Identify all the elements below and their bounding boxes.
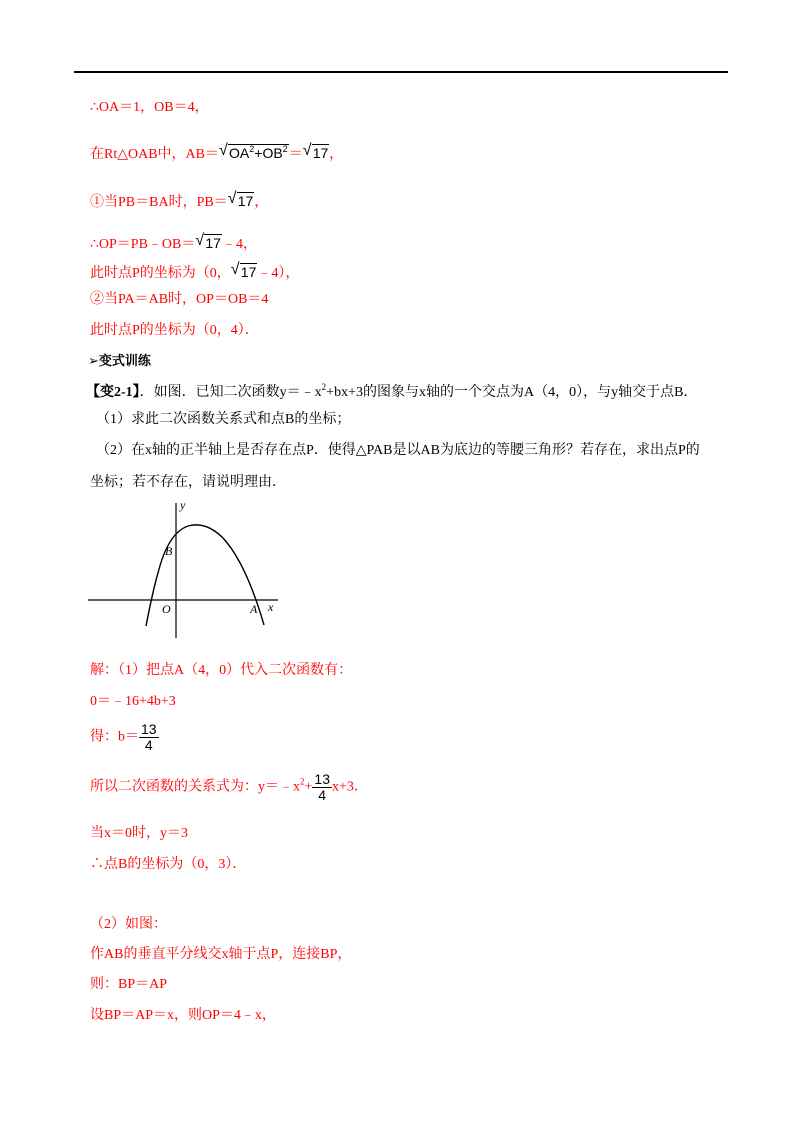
section-heading: ➢变式训练 bbox=[88, 354, 151, 369]
point-a-label: A bbox=[250, 602, 258, 616]
problem-part-2: （2）在x轴的正半轴上是否存在点P．使得△PAB是以AB为底边的等腰三角形？若存在，求出点P的 bbox=[96, 443, 700, 458]
solution-step-6: ∴点B的坐标为（0，3）． bbox=[90, 857, 247, 872]
radical-17: √ 17 bbox=[230, 261, 257, 280]
solution-part-2: （2）如图： bbox=[90, 917, 167, 932]
fraction-13-4: $\frac{13}{4}$ bbox=[141, 721, 157, 753]
line-case-2: ②当PA＝AB时，OP＝OB＝4 bbox=[90, 292, 269, 307]
line-op-value: ∴OP＝PB﹣OB＝ √ 17﹣4， bbox=[90, 232, 257, 252]
problem-statement: 【变2-1】．如图．已知二次函数$y=﹣x^2+bx+3$的图象与x轴的一个交点为A（4，0），与y轴交于点B． bbox=[86, 382, 698, 400]
line-oa-ob: ∴OA＝1，OB＝4， bbox=[90, 100, 209, 115]
solution-step-4: 所以二次函数的关系式为：$y=﹣x^2+$ $\frac{13}{4}$ x+3． bbox=[90, 771, 368, 803]
line-p-coord-1: 此时点P的坐标为（0， √ 17﹣4）， bbox=[90, 261, 300, 281]
solution-part-2-step-1: 作AB的垂直平分线交x轴于点P，连接BP， bbox=[90, 947, 352, 962]
point-b-label: B bbox=[165, 544, 173, 558]
line-p-coord-2: 此时点P的坐标为（0，4）． bbox=[90, 323, 259, 338]
solution-step-3: 得：b＝ $\frac{13}{4}$ bbox=[90, 721, 157, 753]
problem-part-1: （1）求此二次函数关系式和点B的坐标； bbox=[96, 412, 351, 427]
fraction-13-4: $\frac{13}{4}$ bbox=[314, 771, 330, 803]
problem-part-2-cont: 坐标；若不存在，请说明理由． bbox=[90, 475, 286, 490]
x-label: x bbox=[268, 600, 274, 614]
radical-oa-ob: √ $OA^2+OB^2$ bbox=[219, 142, 288, 161]
solution-part-2-step-2: 则：BP＝AP bbox=[90, 977, 168, 992]
radical-17: √ 17 bbox=[195, 232, 221, 251]
line-case-1: ①当PB＝BA时，PB＝ √ 17， bbox=[90, 190, 269, 210]
origin-label: O bbox=[162, 602, 171, 616]
line-ab-length: 在Rt△OAB中，AB＝ √ $OA^2+OB^2=$ √ 17， bbox=[90, 142, 344, 162]
parabola-graph bbox=[88, 493, 278, 643]
radical-17: √ 17 bbox=[227, 190, 254, 209]
y-label: y bbox=[180, 498, 186, 512]
solution-step-2: 0＝﹣16+4b+3 bbox=[90, 694, 176, 709]
solution-step-5: 当x＝0时，y＝3 bbox=[90, 826, 188, 841]
radical-17: √ 17 bbox=[302, 142, 329, 161]
solution-part-2-step-3: 设BP＝AP＝x，则OP＝4﹣x， bbox=[90, 1008, 276, 1023]
solution-step-1: 解：（1）把点A（4，0）代入二次函数有： bbox=[90, 663, 353, 678]
header-rule bbox=[74, 71, 728, 73]
